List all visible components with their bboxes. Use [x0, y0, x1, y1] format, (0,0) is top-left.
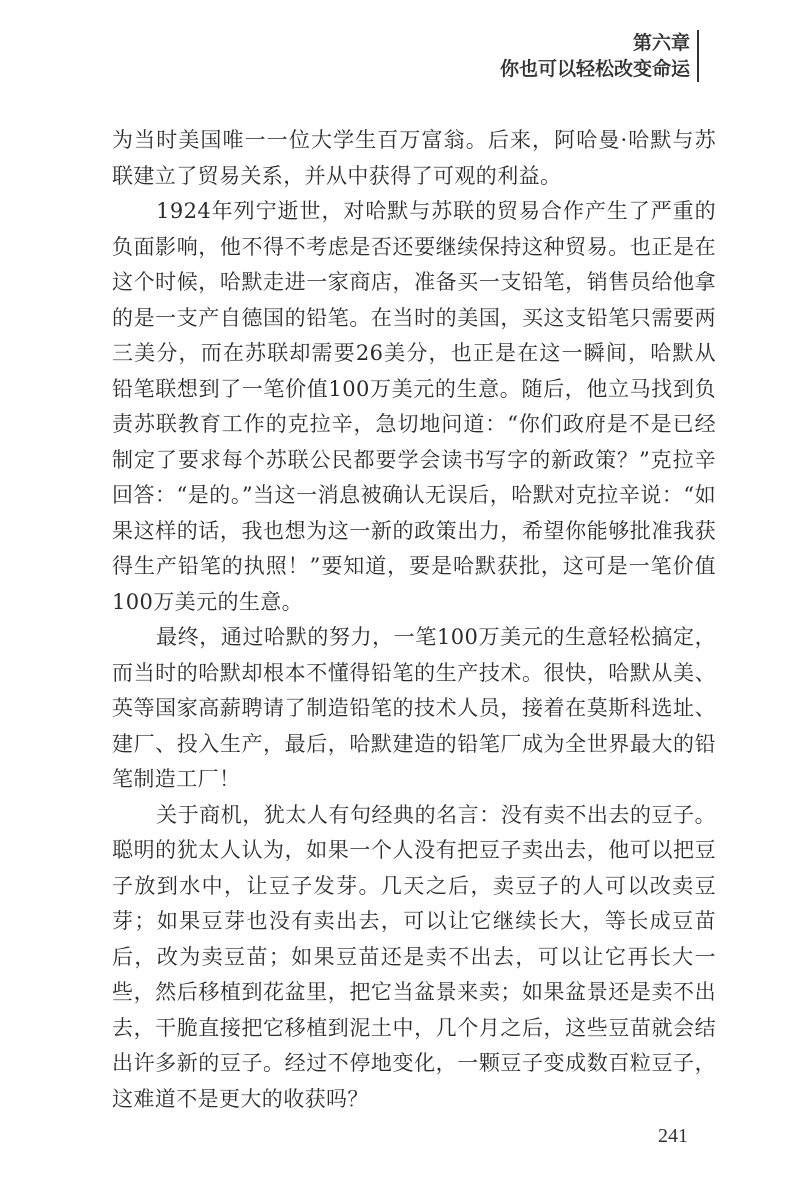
- paragraph: 1924年列宁逝世，对哈默与苏联的贸易合作产生了严重的负面影响，他不得不考虑是否还要继续保持这种贸易。也正是在这个时候，哈默走进一家商店，准备买一支铅笔，销售员给他拿的是一支产自德国的铅笔。在当时的美国，买这支铅笔只需要两三美分，而在苏联却需要26美分，也正是在这一瞬间，哈默从铅笔联想到了一笔价值100万美元的生意。随后，他立马找到负责苏联教育工作的克拉辛，急切地问道：“你们政府是不是已经制定了要求每个苏联公民都要学会读书写字的新政策？”克拉辛回答：“是的。”当这一消息被确认无误后，哈默对克拉辛说：“如果这样的话，我也想为这一新的政策出力，希望你能够批准我获得生产铅笔的执照！”要知道，要是哈默获批，这可是一笔价值100万美元的生意。: [112, 199, 716, 614]
- paragraph: 最终，通过哈默的努力，一笔100万美元的生意轻松搞定，而当时的哈默却根本不懂得铅笔的生产技术。很快，哈默从美、英等国家高薪聘请了制造铅笔的技术人员，接着在莫斯科选址、建厂、投入生产，最后，哈默建造的铅笔厂成为全世界最大的铅笔制造工厂！: [112, 625, 716, 791]
- running-header: [500, 30, 690, 82]
- body-text: [112, 123, 716, 1117]
- chapter-title: 你也可以轻松改变命运: [499, 58, 690, 80]
- header-divider: [697, 30, 699, 82]
- paragraph-continued: 为当时美国唯一一位大学生百万富翁。后来，阿哈曼·哈默与苏联建立了贸易关系，并从中获得了可观的利益。: [112, 128, 716, 188]
- page-number: 241: [658, 1125, 688, 1147]
- paragraph: 关于商机，犹太人有句经典的名言：没有卖不出去的豆子。聪明的犹太人认为，如果一个人没有把豆子卖出去，他可以把豆子放到水中，让豆子发芽。几天之后，卖豆子的人可以改卖豆芽；如果豆芽也没有卖出去，可以让它继续长大，等长成豆苗后，改为卖豆苗；如果豆苗还是卖不出去，可以让它再长大一些，然后移植到花盆里，把它当盆景来卖；如果盆景还是卖不出去，干脆直接把它移植到泥土中，几个月之后，这些豆苗就会结出许多新的豆子。经过不停地变化，一颗豆子变成数百粒豆子，这难道不是更大的收获吗？: [112, 802, 716, 1111]
- chapter-number: 第六章: [632, 32, 690, 54]
